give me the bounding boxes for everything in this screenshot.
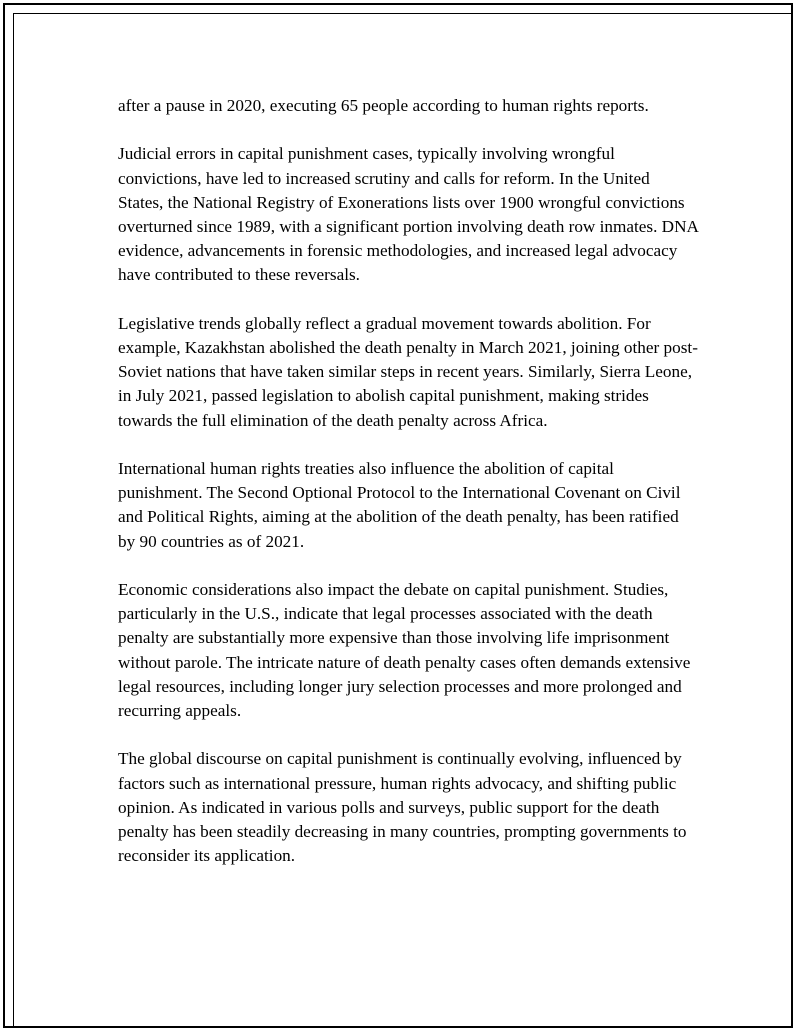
paragraph: after a pause in 2020, executing 65 people according to human rights reports. bbox=[118, 96, 649, 115]
paragraph: Judicial errors in capital punishment cases, typically involving wrongful convictions, have led to increased scrutiny and calls for reform. In the United States, the National Registry of Exonerations lists over 1900 wrongful convictions overturned since 1989, with a significant portion involving death row inmates. DNA evidence, advancements in forensic methodologies, and increased legal advocacy have contributed to these reversals. bbox=[118, 144, 698, 285]
document-body bbox=[118, 94, 698, 868]
paragraph: Economic considerations also impact the debate on capital punishment. Studies, particularly in the U.S., indicate that legal processes associated with the death penalty are substantially more expensive than those involving life imprisonment without parole. The intricate nature of death penalty cases often demands extensive legal resources, including longer jury selection processes and more prolonged and recurring appeals. bbox=[118, 580, 691, 721]
paragraph: The global discourse on capital punishment is continually evolving, influenced by factors such as international pressure, human rights advocacy, and shifting public opinion. As indicated in various polls and surveys, public support for the death penalty has been steadily decreasing in many countries, prompting governments to reconsider its application. bbox=[118, 749, 687, 866]
paragraph: Legislative trends globally reflect a gradual movement towards abolition. For example, Kazakhstan abolished the death penalty in March 2021, joining other post-Soviet nations that have taken similar steps in recent years. Similarly, Sierra Leone, in July 2021, passed legislation to abolish capital punishment, making strides towards the full elimination of the death penalty across Africa. bbox=[118, 313, 698, 430]
paragraph: International human rights treaties also influence the abolition of capital punishment. The Second Optional Protocol to the International Covenant on Civil and Political Rights, aiming at the abolition of the death penalty, has been ratified by 90 countries as of 2021. bbox=[118, 459, 681, 551]
